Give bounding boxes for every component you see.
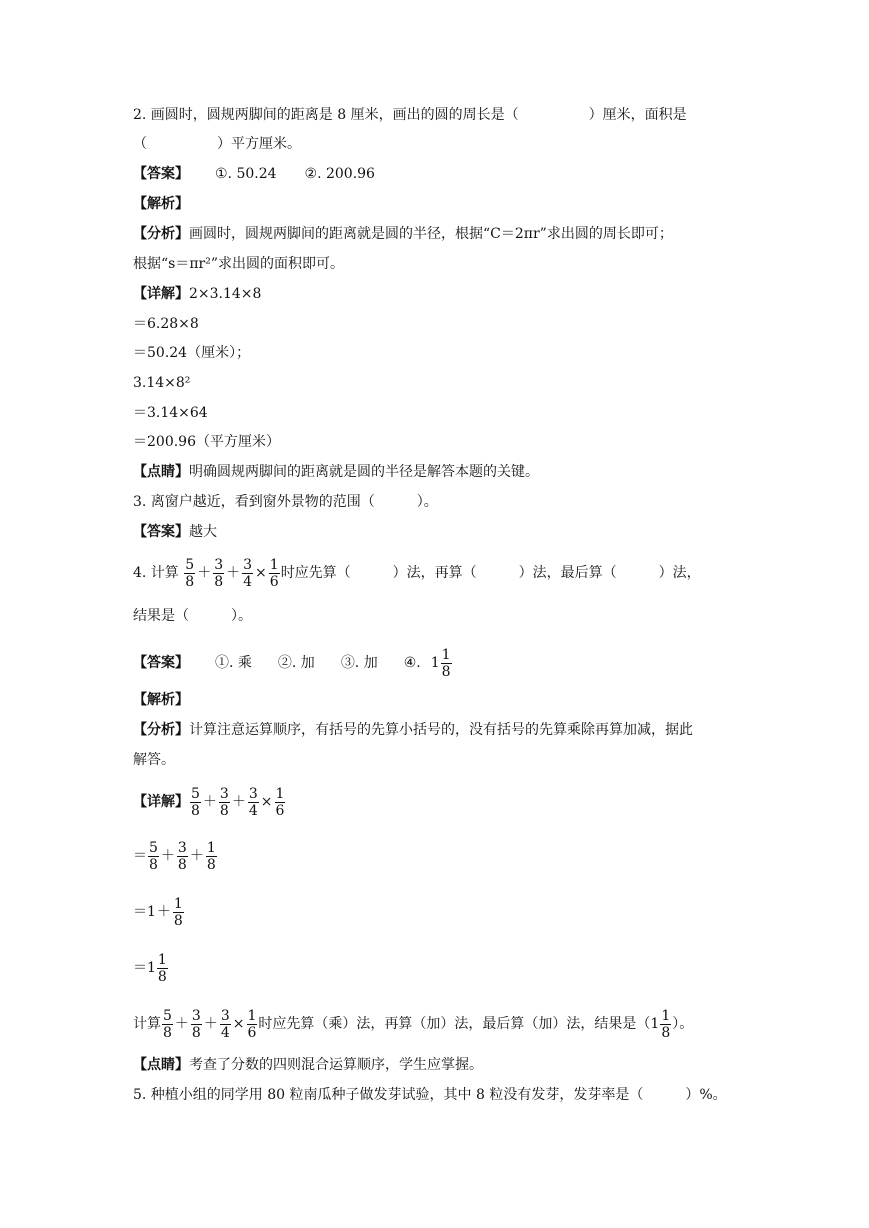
q4-fenxi-line2: 解答。: [133, 752, 175, 768]
q2-question-line2: （ ）平方厘米。: [133, 136, 301, 152]
answer-text: ①. 50.24 ②. 200.96: [215, 166, 375, 182]
q4-xiangjie: 【详解】 $\frac{5}{8}$ ＋ $\frac{3}{8}$ ＋ $\frac{3}{4}$ × $\frac{1}{6}$: [133, 785, 285, 819]
q2-answer: [133, 164, 375, 184]
q2-jiexi: [133, 194, 189, 214]
fraction: $\frac{3}{8}$: [214, 556, 224, 590]
answer-4: ④.: [403, 655, 421, 671]
dianjing-text: 考查了分数的四则混合运算顺序，学生应掌握。: [189, 1057, 483, 1073]
answer-3: ③. 加: [340, 655, 378, 671]
q4-step-4: ＝1 $\frac{1}{8}$: [133, 951, 167, 985]
q4-suffix: 时应先算（ ）法，再算（ ）法，最后算（ ）法，: [280, 565, 701, 581]
fenxi-tag: 【分析】: [133, 722, 189, 738]
q3-question: 3. 离窗户越近，看到窗外景物的范围（ ）。: [133, 494, 438, 510]
q5-question: 5. 种植小组的同学用 80 粒南瓜种子做发芽试验，其中 8 粒没有发芽，发芽率是（ ）%。: [133, 1087, 727, 1103]
q2-fenxi-line1: [133, 224, 673, 244]
fraction: $\frac{5}{8}$: [185, 556, 195, 590]
answer-tag: 【答案】: [133, 655, 189, 671]
q2-dianjing: [133, 462, 539, 482]
answer-1: ①. 乘: [215, 655, 252, 671]
answer-text: 越大: [189, 524, 217, 540]
q2-fenxi-line2: 根据“s＝πr²”求出圆的面积即可。: [133, 256, 345, 272]
q4-dianjing: [133, 1055, 483, 1075]
q4-prefix: 4. 计算: [133, 565, 179, 581]
q3-answer: [133, 522, 217, 542]
q2-xiangjie: [133, 284, 261, 304]
jiexi-tag: 【解析】: [133, 692, 189, 708]
q2-step: ＝6.28×8: [133, 316, 199, 332]
fenxi-text: 计算注意运算顺序，有括号的先算小括号的，没有括号的先算乘除再算加减，据此: [189, 722, 693, 738]
q2-step: ＝50.24（厘米）；: [133, 345, 251, 361]
q2-step: ＝3.14×64: [133, 405, 208, 421]
answer-tag: 【答案】: [133, 524, 189, 540]
q4-step-2: ＝ $\frac{5}{8}$ ＋ $\frac{3}{8}$ ＋ $\frac{1}{8}$: [133, 839, 216, 873]
q4-step-3: ＝1＋ $\frac{1}{8}$: [133, 895, 183, 929]
answer-tag: 【答案】: [133, 166, 189, 182]
xiangjie-tag: 【详解】: [133, 286, 189, 302]
dianjing-text: 明确圆规两脚间的距离就是圆的半径是解答本题的关键。: [189, 464, 539, 480]
fraction: $\frac{1}{6}$: [269, 556, 279, 590]
q4-fenxi-line1: [133, 720, 693, 740]
q4-question-line2: 结果是（ ）。: [133, 608, 252, 624]
fenxi-tag: 【分析】: [133, 226, 189, 242]
fraction: $\frac{3}{4}$: [243, 556, 253, 590]
fenxi-text: 画圆时，圆规两脚间的距离就是圆的半径，根据“C＝2πr”求出圆的周长即可；: [189, 226, 673, 242]
step-text: 2×3.14×8: [189, 286, 262, 302]
jiexi-tag: 【解析】: [133, 196, 189, 212]
answer-2: ②. 加: [277, 655, 315, 671]
q4-answer: [133, 644, 453, 682]
xiangjie-tag: 【详解】: [133, 794, 189, 810]
q4-question-line1: 4. 计算 $\frac{5}{8}$ ＋ $\frac{3}{8}$ ＋ $\frac{3}{4}$ × $\frac{1}{6}$ 时应先算（ ）法，再算（ ）法，最后算（ ）法，: [133, 556, 701, 590]
q4-jiexi: [133, 690, 189, 710]
mixed-number: 1 $\frac{1}{8}$: [430, 646, 451, 680]
q4-summary: 计算 $\frac{5}{8}$ ＋ $\frac{3}{8}$ ＋ $\frac{3}{4}$ × $\frac{1}{6}$ 时应先算（乘）法，再算（加）法，最后算（加）法，结果是（1 $\frac{1}{8}$ ）。: [133, 1007, 694, 1041]
q2-question-line1: 2. 画圆时，圆规两脚间的距离是 8 厘米，画出的圆的周长是（ ）厘米，面积是: [133, 107, 687, 123]
q2-step: ＝200.96（平方厘米）: [133, 434, 280, 450]
dianjing-tag: 【点睛】: [133, 464, 189, 480]
q2-step: 3.14×8²: [133, 375, 191, 391]
dianjing-tag: 【点睛】: [133, 1057, 189, 1073]
